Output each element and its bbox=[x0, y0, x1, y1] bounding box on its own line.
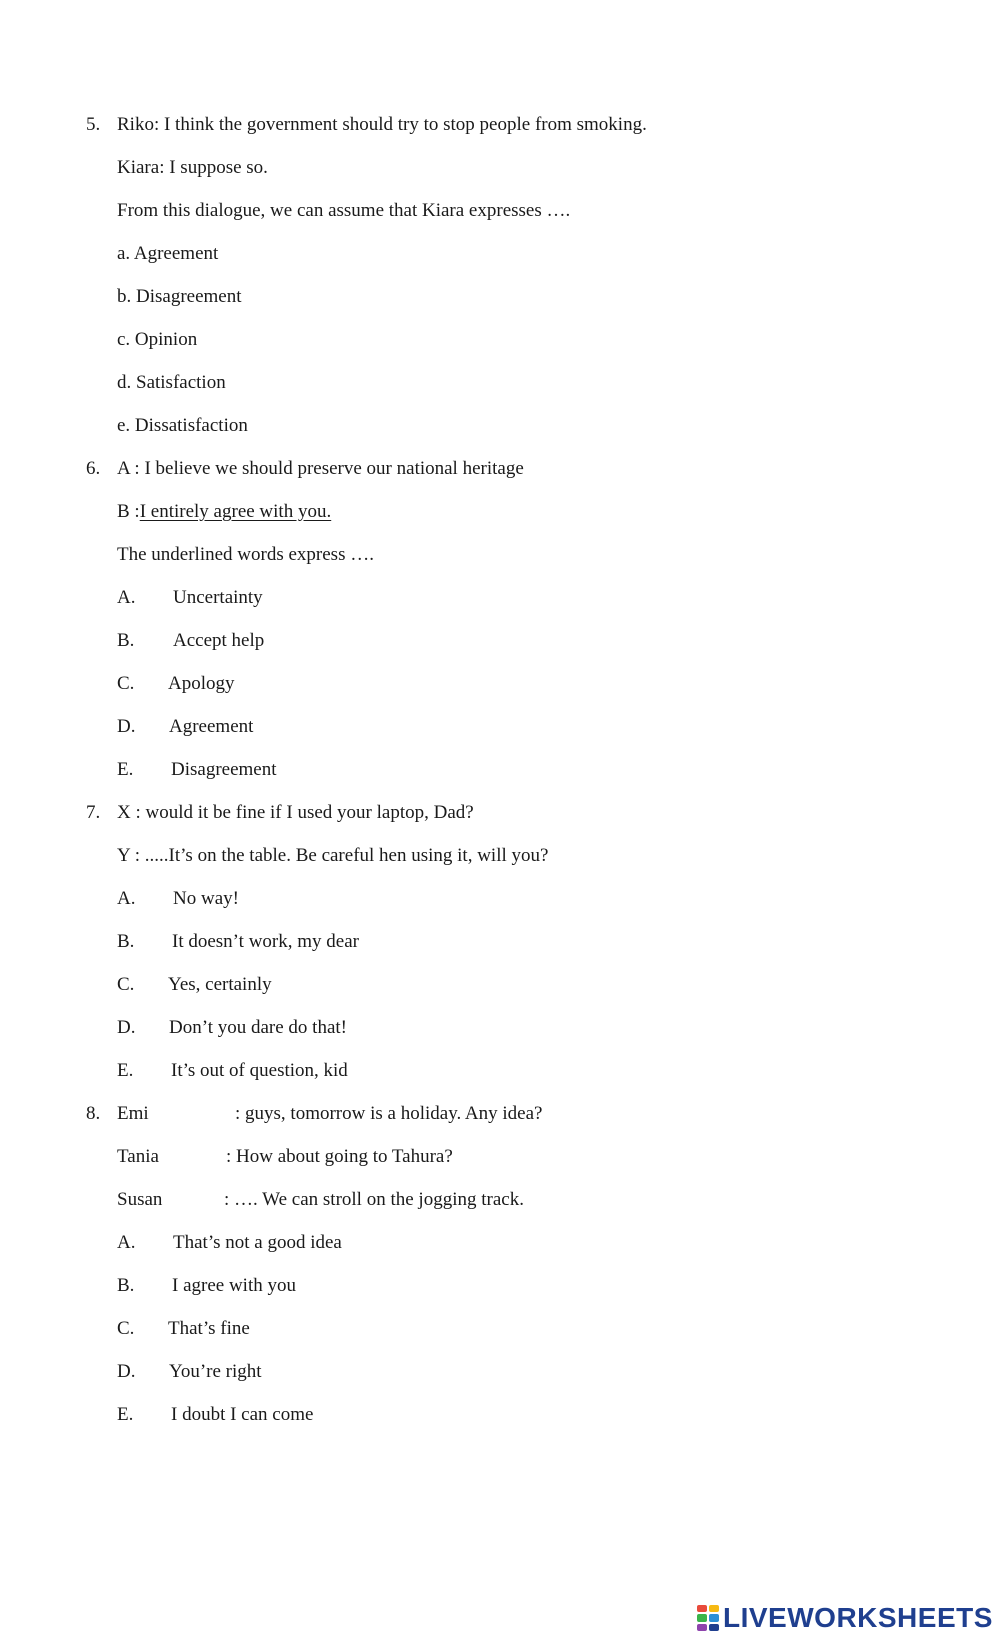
logo-icon bbox=[697, 1605, 719, 1631]
question-number-6: 6. bbox=[86, 458, 101, 479]
question-8-speaker-emi-text: : guys, tomorrow is a holiday. Any idea? bbox=[235, 1103, 543, 1124]
question-6-underlined-text: I entirely agree with you. bbox=[139, 501, 332, 522]
question-7-option-d-text[interactable]: Don’t you dare do that! bbox=[169, 1017, 347, 1038]
question-6-option-b-text[interactable]: Accept help bbox=[173, 630, 265, 651]
question-8-option-a-letter: A. bbox=[117, 1232, 136, 1253]
question-6-option-e-text[interactable]: Disagreement bbox=[171, 759, 277, 780]
question-8-option-d-text[interactable]: You’re right bbox=[169, 1361, 262, 1382]
question-7-option-d-letter: D. bbox=[117, 1017, 136, 1038]
liveworksheets-logo bbox=[697, 1601, 993, 1635]
question-8-speaker-susan: Susan bbox=[117, 1189, 163, 1210]
question-8-option-d-letter: D. bbox=[117, 1361, 136, 1382]
question-5-option-e[interactable]: e. Dissatisfaction bbox=[117, 415, 248, 436]
question-7-option-c-text[interactable]: Yes, certainly bbox=[168, 974, 272, 995]
question-6-line-1: A : I believe we should preserve our national heritage bbox=[117, 458, 524, 479]
logo-square-4 bbox=[709, 1614, 719, 1621]
logo-square-1 bbox=[697, 1605, 707, 1612]
question-6-option-a-letter: A. bbox=[117, 587, 136, 608]
question-5-line-1: Riko: I think the government should try to stop people from smoking. bbox=[117, 114, 647, 135]
question-6-speaker-b: B : bbox=[117, 501, 140, 522]
question-number-5: 5. bbox=[86, 114, 101, 135]
question-5-option-b[interactable]: b. Disagreement bbox=[117, 286, 242, 307]
question-7-option-b-letter: B. bbox=[117, 931, 135, 952]
question-number-7: 7. bbox=[86, 802, 101, 823]
question-5-line-2: Kiara: I suppose so. bbox=[117, 157, 268, 178]
logo-brand-text: LIVEWORKSHEETS bbox=[723, 1602, 993, 1633]
logo-square-6 bbox=[709, 1624, 719, 1631]
logo-square-3 bbox=[697, 1614, 707, 1621]
question-7-option-c-letter: C. bbox=[117, 974, 135, 995]
question-7-option-e-text[interactable]: It’s out of question, kid bbox=[171, 1060, 348, 1081]
question-5-option-d[interactable]: d. Satisfaction bbox=[117, 372, 226, 393]
question-7-line-2: Y : .....It’s on the table. Be careful hen using it, will you? bbox=[117, 845, 549, 866]
question-8-speaker-susan-text: : …. We can stroll on the jogging track. bbox=[224, 1189, 524, 1210]
question-6-option-c-letter: C. bbox=[117, 673, 135, 694]
question-7-option-a-letter: A. bbox=[117, 888, 136, 909]
question-8-option-c-text[interactable]: That’s fine bbox=[168, 1318, 250, 1339]
question-7-option-a-text[interactable]: No way! bbox=[173, 888, 239, 909]
question-6-option-d-text[interactable]: Agreement bbox=[169, 716, 254, 737]
question-8-speaker-tania-text: : How about going to Tahura? bbox=[226, 1146, 453, 1167]
question-8-option-b-text[interactable]: I agree with you bbox=[172, 1275, 296, 1296]
question-8-option-a-text[interactable]: That’s not a good idea bbox=[173, 1232, 342, 1253]
question-8-option-e-letter: E. bbox=[117, 1404, 134, 1425]
question-5-option-a[interactable]: a. Agreement bbox=[117, 243, 219, 264]
question-5-line-3: From this dialogue, we can assume that Kiara expresses …. bbox=[117, 200, 571, 221]
logo-square-5 bbox=[697, 1624, 707, 1631]
question-5-option-c[interactable]: c. Opinion bbox=[117, 329, 198, 350]
question-number-8: 8. bbox=[86, 1103, 101, 1124]
question-6-option-e-letter: E. bbox=[117, 759, 134, 780]
question-6-option-c-text[interactable]: Apology bbox=[168, 673, 235, 694]
question-8-option-e-text[interactable]: I doubt I can come bbox=[171, 1404, 314, 1425]
question-8-option-b-letter: B. bbox=[117, 1275, 135, 1296]
question-6-line-3: The underlined words express …. bbox=[117, 544, 374, 565]
question-8-option-c-letter: C. bbox=[117, 1318, 135, 1339]
question-8-speaker-tania: Tania bbox=[117, 1146, 159, 1167]
question-8-speaker-emi: Emi bbox=[117, 1103, 149, 1124]
question-7-option-b-text[interactable]: It doesn’t work, my dear bbox=[172, 931, 359, 952]
logo-square-2 bbox=[709, 1605, 719, 1612]
question-6-line-2 bbox=[117, 500, 331, 524]
question-7-option-e-letter: E. bbox=[117, 1060, 134, 1081]
question-6-option-b-letter: B. bbox=[117, 630, 135, 651]
question-6-option-d-letter: D. bbox=[117, 716, 136, 737]
question-7-line-1: X : would it be fine if I used your laptop, Dad? bbox=[117, 802, 474, 823]
question-6-option-a-text[interactable]: Uncertainty bbox=[173, 587, 263, 608]
